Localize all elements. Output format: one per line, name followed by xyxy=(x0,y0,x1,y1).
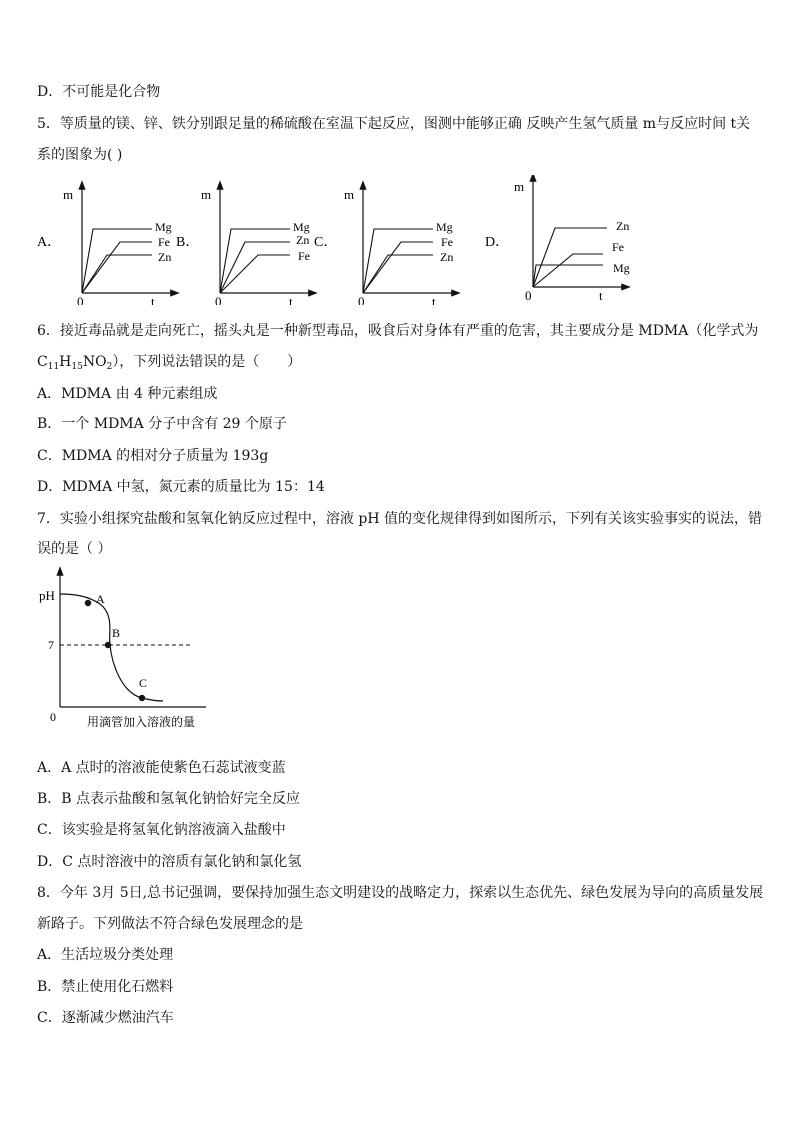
point-a-label: A xyxy=(96,592,105,606)
series-line-fe xyxy=(82,242,152,293)
point-c xyxy=(139,695,145,701)
point-b xyxy=(105,642,111,648)
x-axis-label: t xyxy=(599,288,603,303)
q7-option-d: D．C 点时溶液中的溶质有氯化钠和氯化氢 xyxy=(37,854,302,870)
q5-option-a-label: A． xyxy=(37,235,62,250)
series-label-mg: Mg xyxy=(436,220,453,234)
series-label-fe: Fe xyxy=(298,249,310,263)
q6-option-a: A．MDMA 由 4 种元素组成 xyxy=(37,386,218,402)
origin-label: 0 xyxy=(215,294,222,305)
q6-stem-line2-rest: ），下列说法错误的是（ ） xyxy=(112,354,302,370)
q7-stem-line2: 误的是（ ） xyxy=(37,541,112,557)
series-label-zn: Zn xyxy=(440,250,454,264)
series-label-fe: Fe xyxy=(158,235,170,249)
x-axis-label: t xyxy=(289,294,293,305)
series-line-mg xyxy=(82,229,152,293)
q5-graph-c xyxy=(344,185,456,305)
series-line-zn xyxy=(363,255,433,293)
series-label-mg: Mg xyxy=(293,220,310,234)
q5-graphs xyxy=(0,175,794,305)
series-line-mg xyxy=(533,265,603,287)
series-line-zn xyxy=(220,242,290,293)
q5-option-c-label: C． xyxy=(314,235,338,250)
q4-option-d: D．不可能是化合物 xyxy=(37,84,161,100)
formula-c-subscript: 11 xyxy=(47,362,60,372)
x-axis-label: t xyxy=(151,294,155,305)
origin-label: 0 xyxy=(77,294,84,305)
series-line-fe xyxy=(363,242,433,293)
series-line-fe xyxy=(220,255,290,293)
series-label-mg: Mg xyxy=(613,261,630,275)
q8-option-a: A．生活垃圾分类处理 xyxy=(37,947,174,963)
q8-option-b: B．禁止使用化石燃料 xyxy=(37,979,174,995)
q5-graph-d xyxy=(514,177,630,303)
q6-option-b: B．一个 MDMA 分子中含有 29 个原子 xyxy=(37,416,287,432)
q8-stem-line2: 新路子。下列做法不符合绿色发展理念的是 xyxy=(37,916,303,932)
formula-no: NO xyxy=(82,354,107,370)
series-label-zn: Zn xyxy=(296,233,310,247)
x-axis-label: 用滴管加入溶液的量 xyxy=(87,715,196,729)
formula-c: C xyxy=(37,354,48,370)
q7-option-a: A．A 点时的溶液能使紫色石蕊试液变蓝 xyxy=(37,760,286,776)
origin-label: 0 xyxy=(358,294,365,305)
q7-ph-graph xyxy=(30,565,250,735)
ph7-tick-label: 7 xyxy=(48,638,54,652)
q7-option-b: B．B 点表示盐酸和氢氧化钠恰好完全反应 xyxy=(37,791,301,807)
y-axis-label: m xyxy=(63,187,74,202)
q5-graph-b xyxy=(201,185,313,305)
q5-option-d-label: D． xyxy=(485,235,510,250)
series-label-zn: Zn xyxy=(616,219,630,233)
q6-stem-line1: 6．接近毒品就是走向死亡，摇头丸是一种新型毒品，吸食后对身体有严重的危害，其主要成分是 MDMA（化学式为 xyxy=(37,323,759,339)
series-label-mg: Mg xyxy=(155,220,172,234)
y-axis-label: m xyxy=(201,187,212,202)
x-axis-label: t xyxy=(432,294,436,305)
series-label-fe: Fe xyxy=(612,240,624,254)
ph-curve xyxy=(60,594,163,701)
series-label-fe: Fe xyxy=(441,235,453,249)
q5-option-b-label: B． xyxy=(176,235,200,250)
point-a xyxy=(85,600,91,606)
q5-stem-line1: 5．等质量的镁、锌、铁分别跟足量的稀硫酸在室温下起反应，图测中能够正确 反映产生氢气质量 m与反应时间 t关 xyxy=(37,116,751,132)
series-line-mg xyxy=(363,229,433,293)
q7-stem-line1: 7．实验小组探究盐酸和氢氧化钠反应过程中，溶液 pH 值的变化规律得到如图所示，下列有关该实验事实的说法，错 xyxy=(37,511,762,527)
series-label-zn: Zn xyxy=(158,250,172,264)
q8-stem-line1: 8．今年 3月 5日,总书记强调，要保持加强生态文明建设的战略定力，探索以生态优先、绿色发展为导向的高质量发展 xyxy=(37,885,764,901)
series-line-zn xyxy=(82,255,152,293)
formula-o-subscript: 2 xyxy=(106,362,113,372)
formula-h: H xyxy=(59,354,72,370)
q5-stem-line2: 系的图象为( ) xyxy=(37,147,123,163)
q7-option-c: C．该实验是将氢氧化钠溶液滴入盐酸中 xyxy=(37,822,286,838)
y-axis-label: m xyxy=(344,187,355,202)
q6-option-c: C．MDMA 的相对分子质量为 193g xyxy=(37,448,269,464)
y-axis-label: m xyxy=(514,179,525,194)
formula-h-subscript: 15 xyxy=(71,362,83,372)
series-line-mg xyxy=(220,229,290,293)
q8-option-c: C．逐渐减少燃油汽车 xyxy=(37,1010,174,1026)
origin-label: 0 xyxy=(525,288,532,303)
q6-option-d: D．MDMA 中氢，氮元素的质量比为 15：14 xyxy=(37,479,325,495)
q6-stem-line2 xyxy=(37,352,301,377)
y-axis-label: pH xyxy=(39,588,55,603)
point-c-label: C xyxy=(139,676,148,690)
origin-label: 0 xyxy=(50,710,56,724)
q5-graph-a xyxy=(63,185,175,305)
point-b-label: B xyxy=(112,626,121,640)
